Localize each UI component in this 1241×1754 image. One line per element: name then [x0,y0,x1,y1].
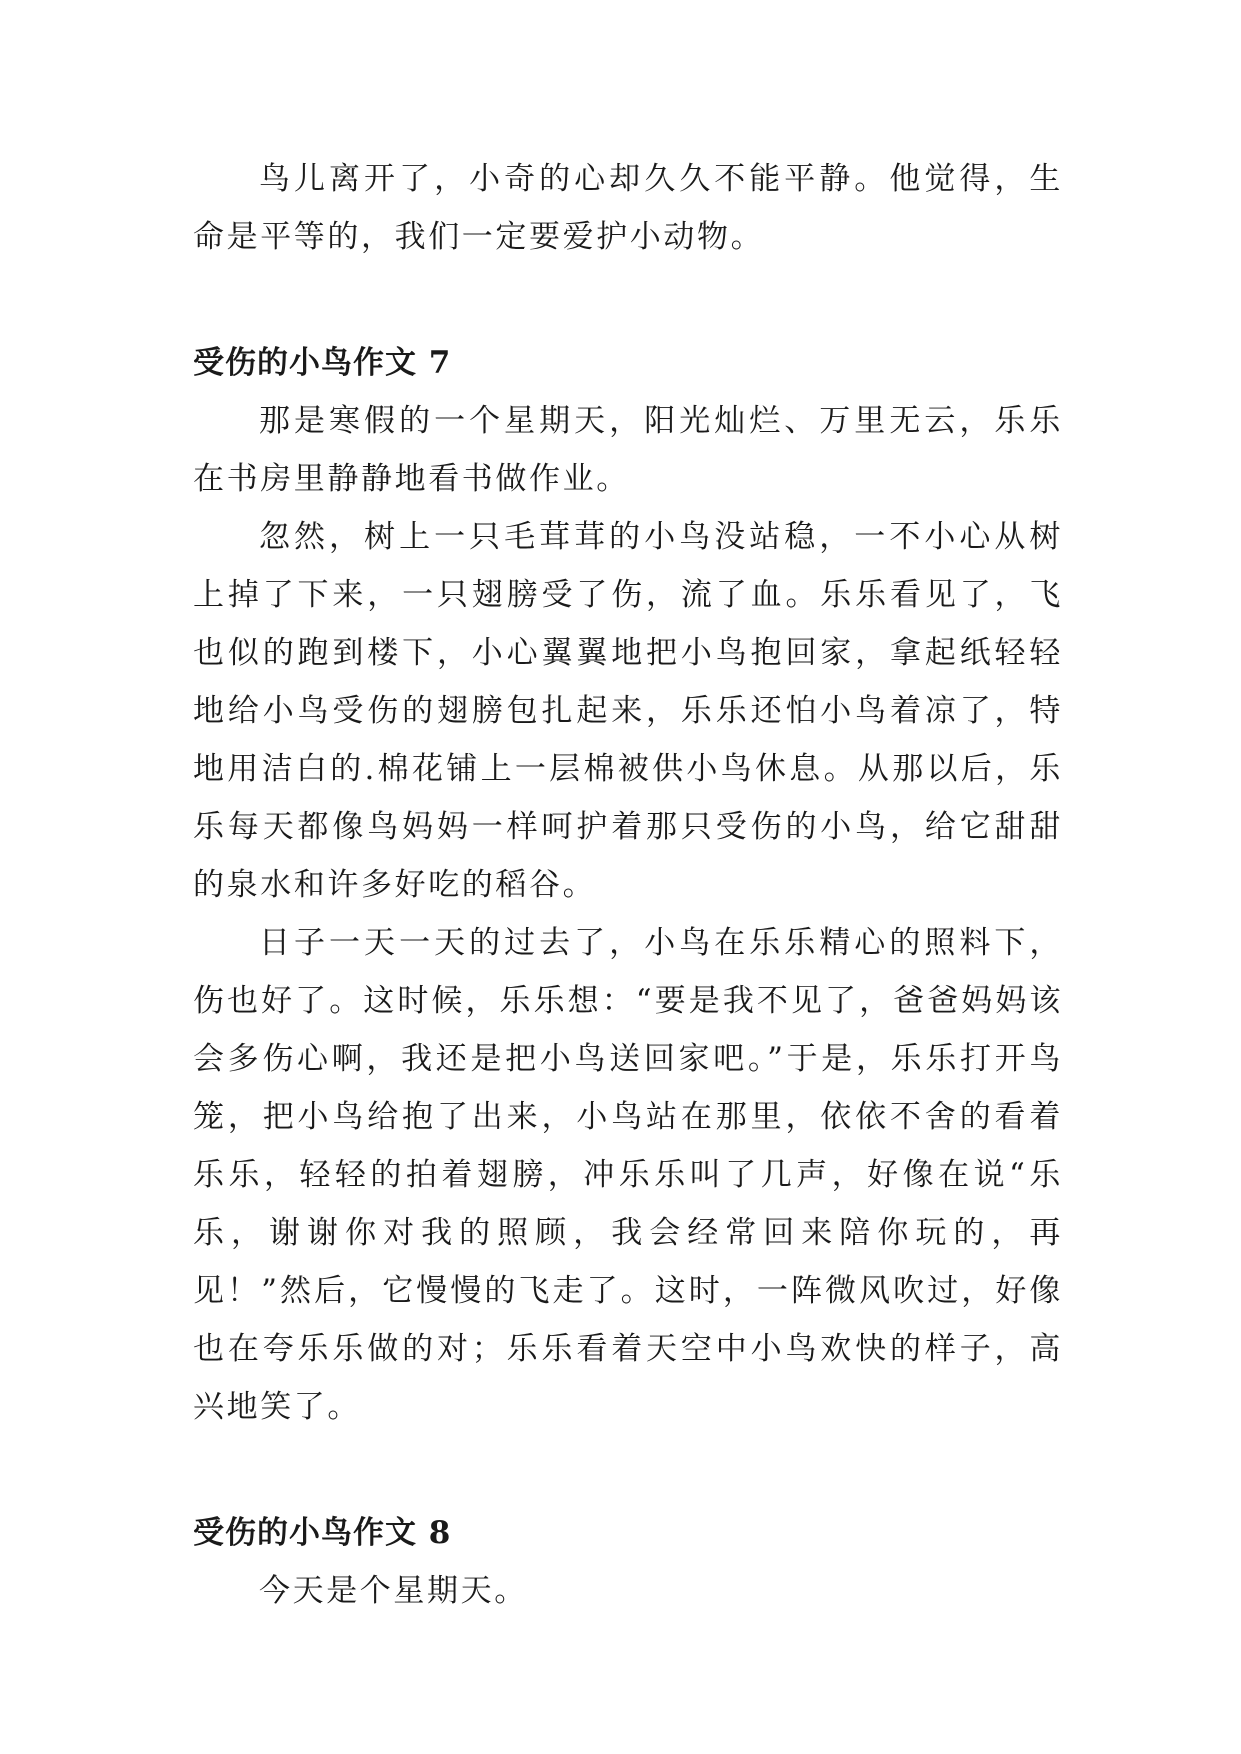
paragraph: 今天是个星期天。 [259,1573,528,1609]
paragraph: 鸟儿离开了，小奇的心却久久不能平静。他觉得，生命是平等的，我们一定要爱护小动物。 [193,161,1063,255]
paragraph: 忽然，树上一只毛茸茸的小鸟没站稳，一不小心从树上掉了下来，一只翅膀受了伤，流了血。乐乐看见了，飞也似的跑到楼下，小心翼翼地把小鸟抱回家，拿起纸轻轻地给小鸟受伤的翅膀包扎起来，乐乐还怕小鸟着凉了，特地用洁白的.棉花铺上一层棉被供小鸟休息。从那以后，乐乐每天都像鸟妈妈一样呵护着那只受伤的小鸟，给它甜甜的泉水和许多好吃的稻谷。 [193,519,1063,903]
section-gap [193,1436,1063,1504]
section-title-8: 受伤的小鸟作文 8 [193,1515,452,1551]
section-gap [193,266,1063,334]
document-page [193,150,1063,1620]
section-title-7: 受伤的小鸟作文 7 [193,345,452,381]
paragraph: 日子一天一天的过去了，小鸟在乐乐精心的照料下，伤也好了。这时候，乐乐想：“要是我不见了，爸爸妈妈该会多伤心啊，我还是把小鸟送回家吧。”于是，乐乐打开鸟笼，把小鸟给抱了出来，小鸟站在那里，依依不舍的看着乐乐，轻轻的拍着翅膀，冲乐乐叫了几声，好像在说“乐乐，谢谢你对我的照顾，我会经常回来陪你玩的，再见！”然后，它慢慢的飞走了。这时，一阵微风吹过，好像也在夸乐乐做的对；乐乐看着天空中小鸟欢快的样子，高兴地笑了。 [193,925,1063,1425]
paragraph: 那是寒假的一个星期天，阳光灿烂、万里无云，乐乐在书房里静静地看书做作业。 [193,403,1063,497]
